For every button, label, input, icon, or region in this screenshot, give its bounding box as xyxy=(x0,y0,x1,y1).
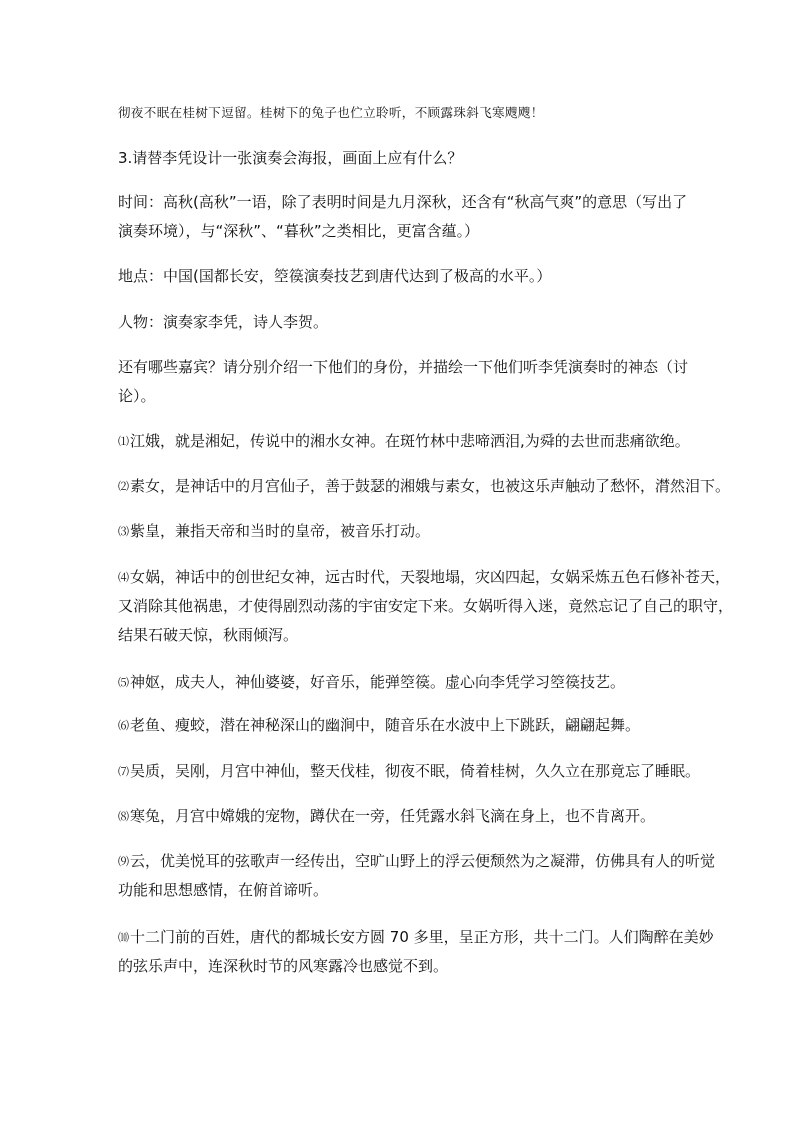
time-line-1: 时间：高秋(高秋”一语，除了表明时间是九月深秋，还含有“秋高气爽”的意思（写出了 xyxy=(118,193,688,211)
guest-item-5 xyxy=(118,668,690,697)
item-text: 十二门前的百姓，唐代的都城长安方圆 70 多里，呈正方形，共十二门。人们陶醉在美妙 xyxy=(130,928,714,946)
item-number: ⑺ xyxy=(118,765,129,778)
item-text: 女娲，神话中的创世纪女神，远古时代，天裂地塌，灾凶四起，女娲采炼五色石修补苍天， xyxy=(130,568,731,586)
place-line: 地点：中国(国都长安，箜篌演奏技艺到唐代达到了极高的水平。） xyxy=(118,267,552,285)
guest-item-1 xyxy=(118,427,690,456)
item-text: 紫皇，兼指天帝和当时的皇帝，被音乐打动。 xyxy=(130,522,431,540)
guest-item-6 xyxy=(118,711,690,740)
item-text: 神妪，成夫人，神仙婆婆，好音乐，能弹箜篌。虚心向李凭学习箜篌技艺。 xyxy=(130,673,626,691)
item-number: ⑽ xyxy=(118,931,129,944)
guest-item-10 xyxy=(118,923,714,952)
guest-item-4-line-3: 结果石破天惊，秋雨倾泻。 xyxy=(118,626,299,644)
time-line-2: 演奏环境），与“深秋”、“暮秋”之类相比，更富含蕴。） xyxy=(118,222,480,240)
item-number: ⑻ xyxy=(118,810,129,823)
guest-item-4 xyxy=(118,563,731,592)
item-text: 素女，是神话中的月宫仙子，善于鼓瑟的湘娥与素女，也被这乐声触动了愁怀，潸然泪下。 xyxy=(130,477,731,495)
guest-item-7 xyxy=(118,757,701,786)
item-number: ⑵ xyxy=(118,480,129,493)
item-text: 吴质，吴刚，月宫中神仙，整天伐桂，彻夜不眠，倚着桂树，久久立在那竟忘了睡眠。 xyxy=(130,762,701,780)
item-number: ⑹ xyxy=(118,719,129,732)
question-heading: 3.请替李凭设计一张演奏会海报，画面上应有什么？ xyxy=(118,149,463,167)
item-text: 云，优美悦耳的弦歌声一经传出，空旷山野上的浮云便颓然为之凝滞，仿佛具有人的听觉 xyxy=(130,852,716,870)
item-number: ⑼ xyxy=(118,855,129,868)
item-number: ⑸ xyxy=(118,676,129,689)
item-number: ⑶ xyxy=(118,525,129,538)
guest-item-8 xyxy=(118,802,690,831)
guest-item-9-line-2: 功能和思想感情，在俯首谛听。 xyxy=(118,881,329,899)
guest-item-2 xyxy=(118,472,731,501)
guest-item-4-line-2: 又消除其他祸患，才使得剧烈动荡的宇宙安定下来。女娲听得入迷，竟然忘记了自己的职守， xyxy=(118,597,734,615)
guest-item-10-line-2: 的弦乐声中，连深秋时节的风寒露冷也感觉不到。 xyxy=(118,957,449,975)
guests-question-line-1: 还有哪些嘉宾？请分别介绍一下他们的身份，并描绘一下他们听李凭演奏时的神态（讨 xyxy=(118,358,689,376)
guests-question-line-2: 论）。 xyxy=(118,387,156,405)
people-line: 人物：演奏家李凭，诗人李贺。 xyxy=(118,313,329,331)
item-text: 老鱼、瘦蛟，潜在神秘深山的幽涧中，随音乐在水波中上下跳跃，翩翩起舞。 xyxy=(130,716,641,734)
item-text: 江娥，就是湘妃，传说中的湘水女神。在斑竹林中悲啼洒泪,为舜的去世而悲痛欲绝。 xyxy=(130,432,690,450)
guest-item-3 xyxy=(118,517,690,546)
item-number: ⑷ xyxy=(118,571,129,584)
item-text: 寒兔，月宫中嫦娥的宠物，蹲伏在一旁，任凭露水斜飞滴在身上，也不肯离开。 xyxy=(130,807,656,825)
item-number: ⑴ xyxy=(118,435,129,448)
guest-item-9 xyxy=(118,847,716,876)
top-line: 彻夜不眠在桂树下逗留。桂树下的兔子也伫立聆听，不顾露珠斜飞寒飕飕！ xyxy=(118,105,544,120)
